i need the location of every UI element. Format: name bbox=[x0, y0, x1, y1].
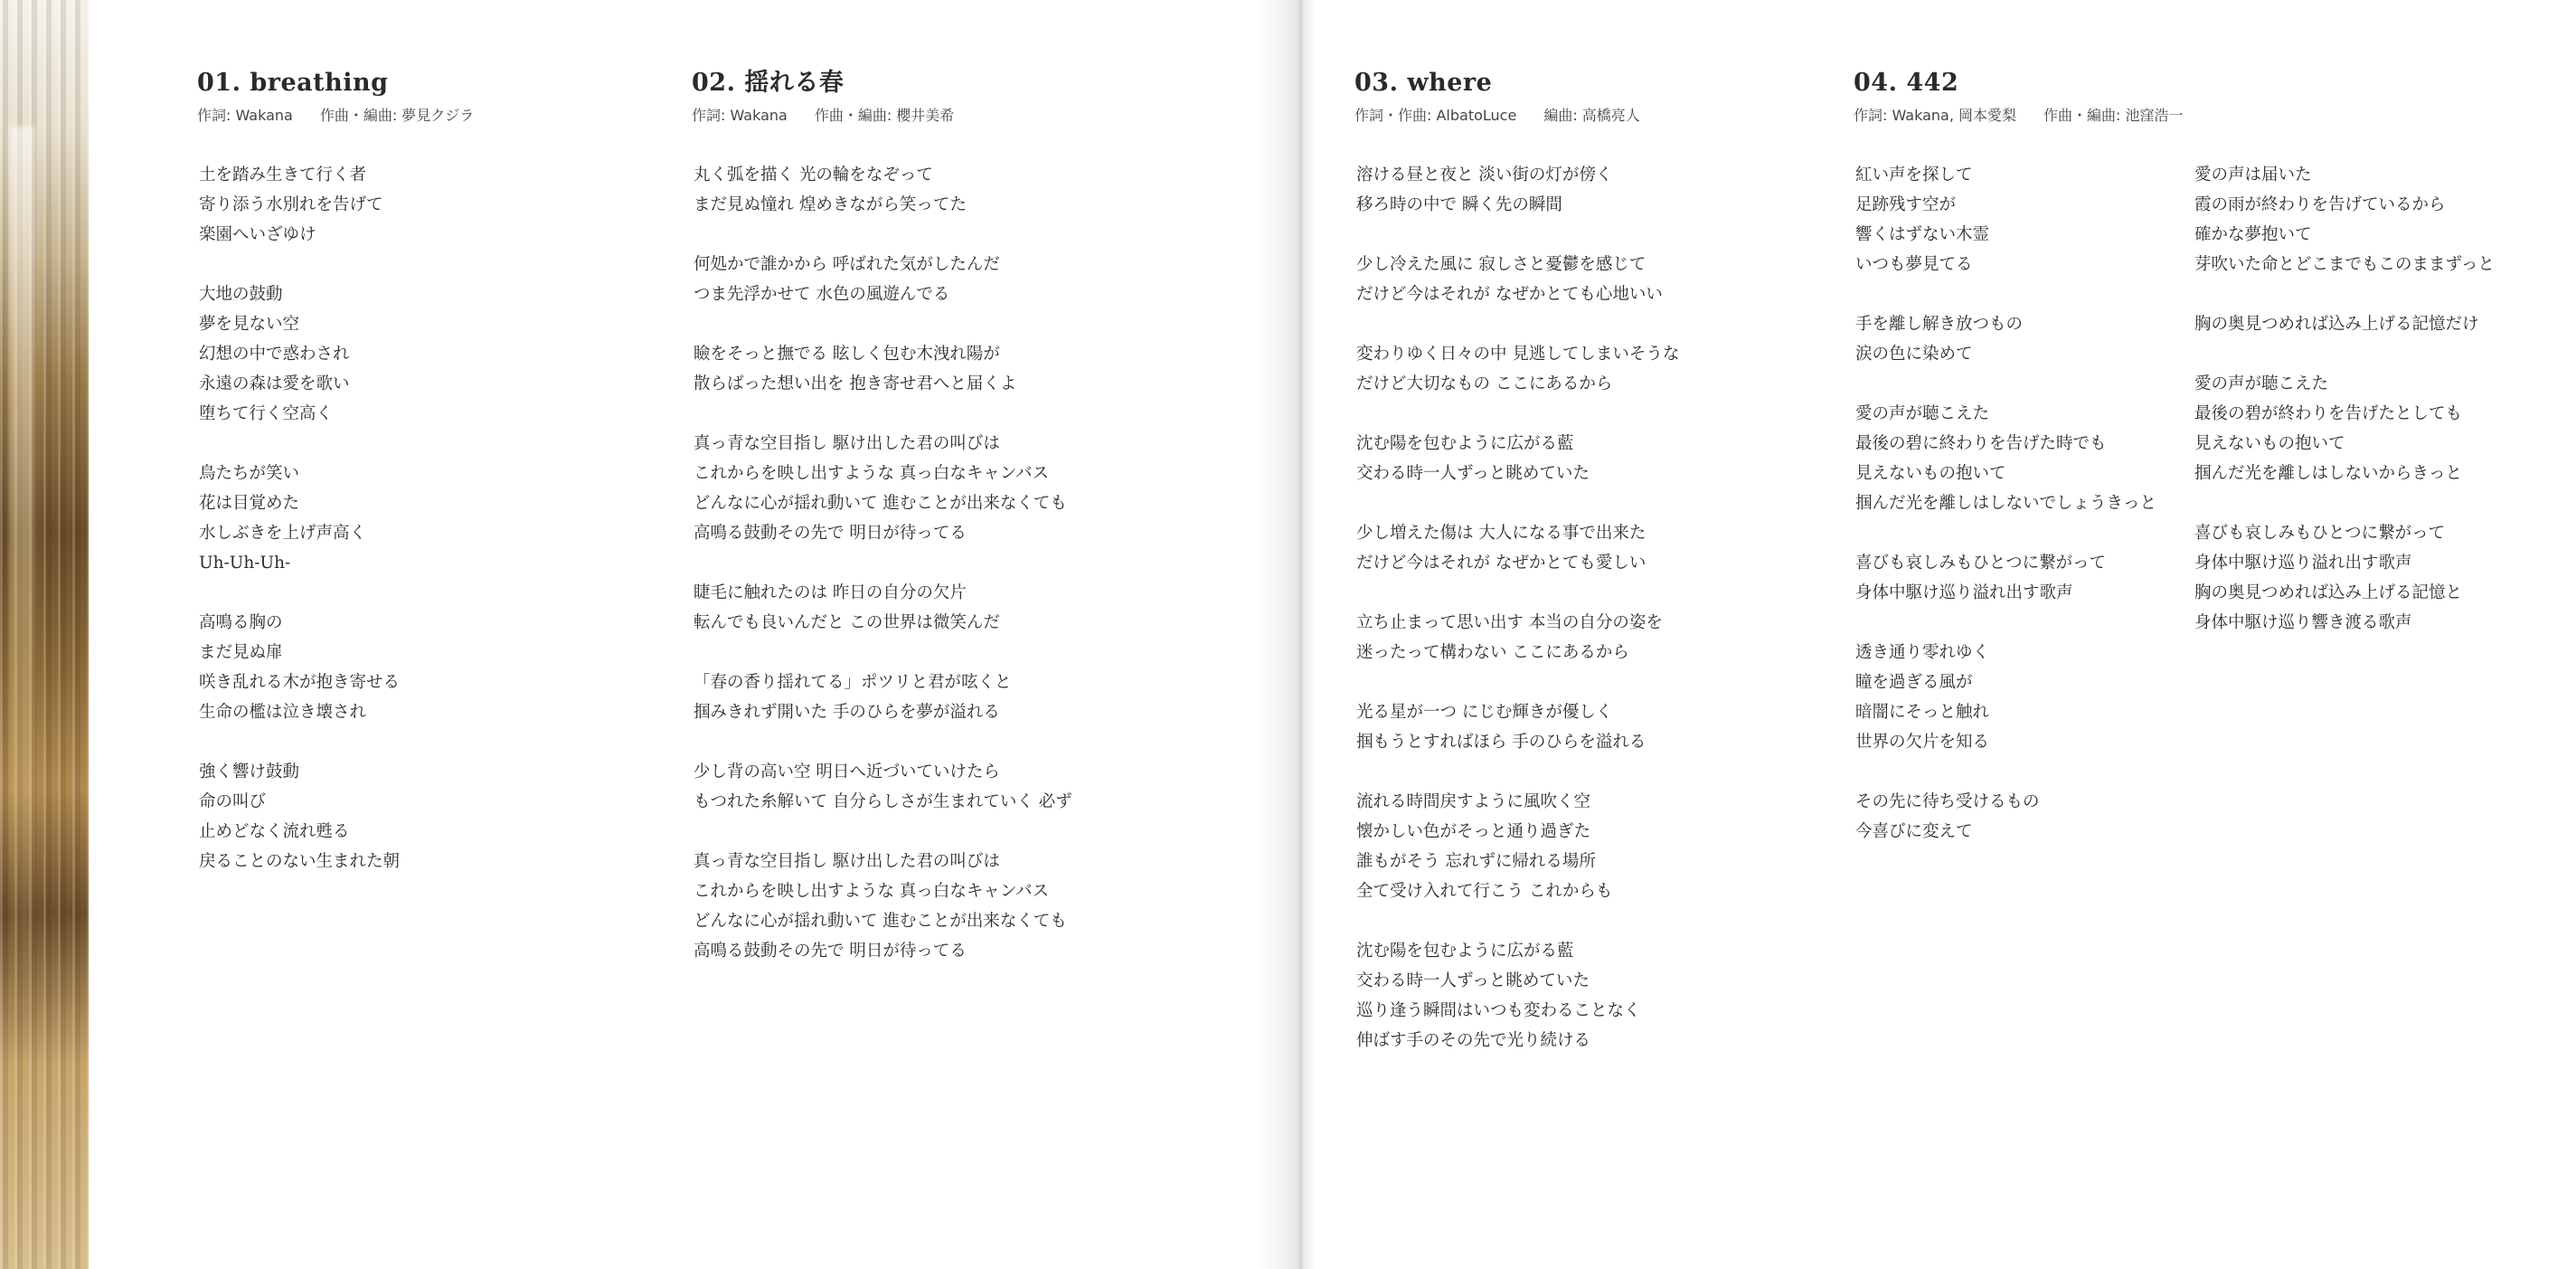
lyric-line: 少し増えた傷は 大人になる事で出来た bbox=[1356, 524, 1647, 543]
lyrics-stanza bbox=[1356, 697, 1679, 757]
lyric-line: 胸の奥見つめれば込み上げる記憶と bbox=[2194, 583, 2463, 602]
lyric-line: 流れる時間戻すように風吹く空 bbox=[1356, 792, 1591, 811]
lyrics-stanza bbox=[694, 757, 1072, 817]
lyric-line: 転んでも良いんだと この世界は微笑んだ bbox=[694, 613, 1000, 632]
lyric-line: どんなに心が揺れ動いて 進むことが出来なくても bbox=[694, 912, 1067, 931]
lyric-line: 何処かで誰かから 呼ばれた気がしたんだ bbox=[694, 255, 1000, 274]
lyric-line: 永遠の森は愛を歌い bbox=[199, 374, 350, 393]
lyric-line: 少し冷えた風に 寂しさと憂鬱を感じて bbox=[1356, 255, 1647, 274]
lyric-line: 迷ったって構わない ここにあるから bbox=[1356, 643, 1629, 662]
lyric-line: 見えないもの抱いて bbox=[1855, 464, 2006, 483]
lyric-line: 懐かしい色がそっと通り過ぎた bbox=[1356, 822, 1591, 841]
lyrics-stanza bbox=[199, 608, 400, 727]
lyric-line: 高鳴る鼓動その先で 明日が待ってる bbox=[694, 942, 967, 961]
lyric-line: 強く響け鼓動 bbox=[199, 762, 300, 781]
lyric-line: 楽園へいざゆけ bbox=[199, 225, 316, 244]
lyric-line: 最後の碧に終わりを告げた時でも bbox=[1855, 434, 2107, 453]
lyric-line: 芽吹いた命とどこまでもこのままずっと bbox=[2194, 255, 2495, 274]
lyric-line: 最後の碧が終わりを告げたとしても bbox=[2194, 404, 2463, 423]
lyrics-stanza bbox=[1855, 399, 2156, 518]
lyric-line: 掴もうとすればほら 手のひらを溢れる bbox=[1356, 733, 1647, 752]
lyric-line: 掴んだ光を離しはしないからきっと bbox=[2194, 464, 2463, 483]
lyric-line: 水しぶきを上げ声高く bbox=[199, 524, 367, 543]
lyric-line: 胸の奥見つめれば込み上げる記憶だけ bbox=[2194, 315, 2479, 334]
lyric-line: Uh-Uh-Uh- bbox=[199, 554, 291, 573]
lyrics-stanza bbox=[694, 429, 1072, 548]
lyric-line: 喜びも哀しみもひとつに繋がって bbox=[2194, 524, 2446, 543]
lyric-line: だけど今はそれが なぜかとても愛しい bbox=[1356, 554, 1647, 573]
lyrics-stanza bbox=[1855, 638, 2156, 757]
lyric-line: 透き通り零れゆく bbox=[1855, 643, 1990, 662]
composer-credit: 編曲: 高橋亮人 bbox=[1543, 107, 1640, 124]
lyric-line: 手を離し解き放つもの bbox=[1855, 315, 2024, 334]
lyrics-stanza bbox=[694, 339, 1072, 399]
song-credits bbox=[1354, 107, 1640, 125]
lyric-line: 身体中駆け巡り溢れ出す歌声 bbox=[2194, 554, 2412, 573]
lyric-line: 丸く弧を描く 光の輪をなぞって bbox=[694, 166, 933, 185]
lyrics-stanza bbox=[694, 668, 1072, 727]
lyric-line: 幻想の中で惑わされ bbox=[199, 345, 350, 364]
lyric-line: 伸ばす手のその先で光り続ける bbox=[1356, 1031, 1591, 1050]
lyric-line: 真っ青な空目指し 駆け出した君の叫びは bbox=[694, 852, 1000, 871]
lyrics-stanza bbox=[2194, 518, 2495, 638]
song-credits bbox=[1854, 107, 2183, 125]
composer-credit: 作曲・編曲: 池窪浩一 bbox=[2043, 107, 2184, 124]
song-where bbox=[1354, 67, 1640, 125]
lyrics-stanza bbox=[694, 578, 1072, 638]
lyricist-credit: 作詞: Wakana, 岡本愛梨 bbox=[1854, 107, 2016, 124]
lyric-line: 確かな夢抱いて bbox=[2194, 225, 2312, 244]
lyric-line: 紅い声を探して bbox=[1855, 166, 1973, 185]
lyric-line: 愛の声は届いた bbox=[2194, 166, 2312, 185]
lyric-line: これからを映し出すような 真っ白なキャンバス bbox=[694, 882, 1050, 901]
lyric-line: 命の叫び bbox=[199, 792, 267, 811]
song-credits bbox=[692, 107, 954, 125]
lyric-line: だけど今はそれが なぜかとても心地いい bbox=[1356, 285, 1663, 304]
lyric-line: 散らばった想い出を 抱き寄せ君へと届くよ bbox=[694, 374, 1017, 393]
lyric-line: 高鳴る鼓動その先で 明日が待ってる bbox=[694, 524, 967, 543]
booklet-fold bbox=[1255, 0, 1316, 1269]
lyrics-stanza bbox=[1855, 787, 2156, 847]
lyric-line: 涙の色に染めて bbox=[1855, 345, 1973, 364]
song-credits bbox=[197, 107, 474, 125]
lyrics-stanza bbox=[1356, 936, 1679, 1056]
lyric-line: 移ろ時の中で 瞬く先の瞬間 bbox=[1356, 195, 1562, 214]
lyric-line: 溶ける昼と夜と 淡い街の灯が傍く bbox=[1356, 166, 1613, 185]
lyricist-credit: 作詞・作曲: AlbatoLuce bbox=[1354, 107, 1517, 124]
lyric-line: いつも夢見てる bbox=[1855, 255, 1973, 274]
lyrics-stanza bbox=[2194, 369, 2495, 488]
lyricist-credit: 作詞: Wakana bbox=[692, 107, 788, 124]
lyricist-credit: 作詞: Wakana bbox=[197, 107, 293, 124]
song-title: 01. breathing bbox=[197, 69, 389, 97]
lyric-line: 土を踏み生きて行く者 bbox=[199, 166, 367, 185]
lyric-line: 身体中駆け巡り溢れ出す歌声 bbox=[1855, 583, 2073, 602]
lyrics-column-right bbox=[2194, 160, 2495, 668]
lyric-line: 世界の欠片を知る bbox=[1855, 733, 1990, 752]
lyric-line: だけど大切なもの ここにあるから bbox=[1356, 374, 1613, 393]
lyrics-stanza bbox=[694, 250, 1072, 309]
lyrics-stanza bbox=[1356, 339, 1679, 399]
lyric-line: 止めどなく流れ甦る bbox=[199, 822, 350, 841]
lyrics-stanza bbox=[1356, 608, 1679, 668]
lyric-line: 真っ青な空目指し 駆け出した君の叫びは bbox=[694, 434, 1000, 453]
lyric-line: 全て受け入れて行こう これからも bbox=[1356, 882, 1613, 901]
song-442 bbox=[1854, 67, 2183, 125]
lyric-line: 暗闇にそっと触れ bbox=[1855, 703, 1990, 722]
lyric-line: 咲き乱れる木が抱き寄せる bbox=[199, 673, 401, 692]
lyric-line: どんなに心が揺れ動いて 進むことが出来なくても bbox=[694, 494, 1067, 513]
lyric-line: 大地の鼓動 bbox=[199, 285, 283, 304]
lyrics-stanza bbox=[199, 279, 400, 429]
lyrics-column bbox=[199, 160, 400, 906]
lyric-line: 戻ることのない生まれた朝 bbox=[199, 852, 401, 871]
lyric-line: 掴んだ光を離しはしないでしょうきっと bbox=[1855, 494, 2157, 513]
lyrics-stanza bbox=[1855, 160, 2156, 279]
composer-credit: 作曲・編曲: 夢見クジラ bbox=[319, 107, 475, 124]
lyric-line: 「春の香り揺れてる」ポツリと君が呟くと bbox=[694, 673, 1012, 692]
lyrics-stanza bbox=[1356, 429, 1679, 488]
song-title: 02. 揺れる春 bbox=[692, 69, 845, 97]
lyric-line: まだ見ぬ憧れ 煌めきながら笑ってた bbox=[694, 195, 967, 214]
song-title: 04. 442 bbox=[1854, 69, 1959, 97]
lyric-line: 睫毛に触れたのは 昨日の自分の欠片 bbox=[694, 583, 967, 602]
lyrics-stanza bbox=[694, 160, 1072, 220]
lyric-line: 沈む陽を包むように広がる藍 bbox=[1356, 434, 1574, 453]
lyrics-stanza bbox=[1855, 309, 2156, 369]
song-breathing bbox=[197, 67, 474, 125]
lyric-line: 霞の雨が終わりを告げているから bbox=[2194, 195, 2446, 214]
lyric-line: その先に待ち受けるもの bbox=[1855, 792, 2040, 811]
lyric-line: 喜びも哀しみもひとつに繋がって bbox=[1855, 554, 2107, 573]
song-yureru-haru bbox=[692, 67, 954, 125]
lyrics-stanza bbox=[199, 160, 400, 250]
lyric-line: 高鳴る胸の bbox=[199, 613, 283, 632]
lyrics-stanza bbox=[199, 757, 400, 876]
lyric-line: 鳥たちが笑い bbox=[199, 464, 300, 483]
lyrics-stanza bbox=[1356, 250, 1679, 309]
lyric-line: つま先浮かせて 水色の風遊んでる bbox=[694, 285, 950, 304]
lyric-line: 立ち止まって思い出す 本当の自分の姿を bbox=[1356, 613, 1663, 632]
lyric-line: 掴みきれず開いた 手のひらを夢が溢れる bbox=[694, 703, 1000, 722]
cover-photo-strip bbox=[0, 0, 89, 1269]
lyric-line: 変わりゆく日々の中 見逃してしまいそうな bbox=[1356, 345, 1680, 364]
lyric-line: 愛の声が聴こえた bbox=[2194, 374, 2329, 393]
lyric-line: 花は目覚めた bbox=[199, 494, 300, 513]
lyrics-stanza bbox=[1855, 548, 2156, 608]
lyric-line: 堕ちて行く空高く bbox=[199, 404, 333, 423]
lyric-line: 見えないもの抱いて bbox=[2194, 434, 2345, 453]
lyrics-stanza bbox=[2194, 309, 2495, 339]
lyric-line: まだ見ぬ扉 bbox=[199, 643, 283, 662]
lyric-line: 寄り添う水別れを告げて bbox=[199, 195, 383, 214]
lyrics-stanza bbox=[694, 847, 1072, 966]
lyric-line: 交わる時一人ずっと眺めていた bbox=[1356, 971, 1590, 990]
lyric-line: 交わる時一人ずっと眺めていた bbox=[1356, 464, 1590, 483]
lyrics-column bbox=[1356, 160, 1679, 1085]
lyric-line: 足跡残す空が bbox=[1855, 195, 1957, 214]
lyrics-stanza bbox=[1356, 518, 1679, 578]
composer-credit: 作曲・編曲: 櫻井美希 bbox=[814, 107, 955, 124]
lyric-line: 誰もがそう 忘れずに帰れる場所 bbox=[1356, 852, 1596, 871]
lyric-line: 巡り逢う瞬間はいつも変わることなく bbox=[1356, 1001, 1641, 1020]
lyric-line: 響くはずない木霊 bbox=[1855, 225, 1990, 244]
lyric-line: 少し背の高い空 明日へ近づいていけたら bbox=[694, 762, 1000, 781]
lyric-line: もつれた糸解いて 自分らしさが生まれていく 必ず bbox=[694, 792, 1072, 811]
lyric-line: 今喜びに変えて bbox=[1855, 822, 1973, 841]
lyric-line: 沈む陽を包むように広がる藍 bbox=[1356, 942, 1574, 961]
lyric-line: 夢を見ない空 bbox=[199, 315, 300, 334]
lyrics-column bbox=[694, 160, 1072, 996]
lyric-line: これからを映し出すような 真っ白なキャンバス bbox=[694, 464, 1050, 483]
lyrics-stanza bbox=[1356, 787, 1679, 906]
lyric-line: 身体中駆け巡り響き渡る歌声 bbox=[2194, 613, 2412, 632]
lyrics-column bbox=[1855, 160, 2156, 876]
lyrics-stanza bbox=[1356, 160, 1679, 220]
lyric-line: 光る星が一つ にじむ輝きが優しく bbox=[1356, 703, 1613, 722]
lyric-line: 愛の声が聴こえた bbox=[1855, 404, 1990, 423]
song-title: 03. where bbox=[1354, 69, 1493, 97]
lyric-line: 瞳を過ぎる風が bbox=[1855, 673, 1973, 692]
lyrics-stanza bbox=[199, 459, 400, 578]
lyrics-stanza bbox=[2194, 160, 2495, 279]
lyric-line: 瞼をそっと撫でる 眩しく包む木洩れ陽が bbox=[694, 345, 1000, 364]
lyric-line: 生命の檻は泣き壊され bbox=[199, 703, 367, 722]
